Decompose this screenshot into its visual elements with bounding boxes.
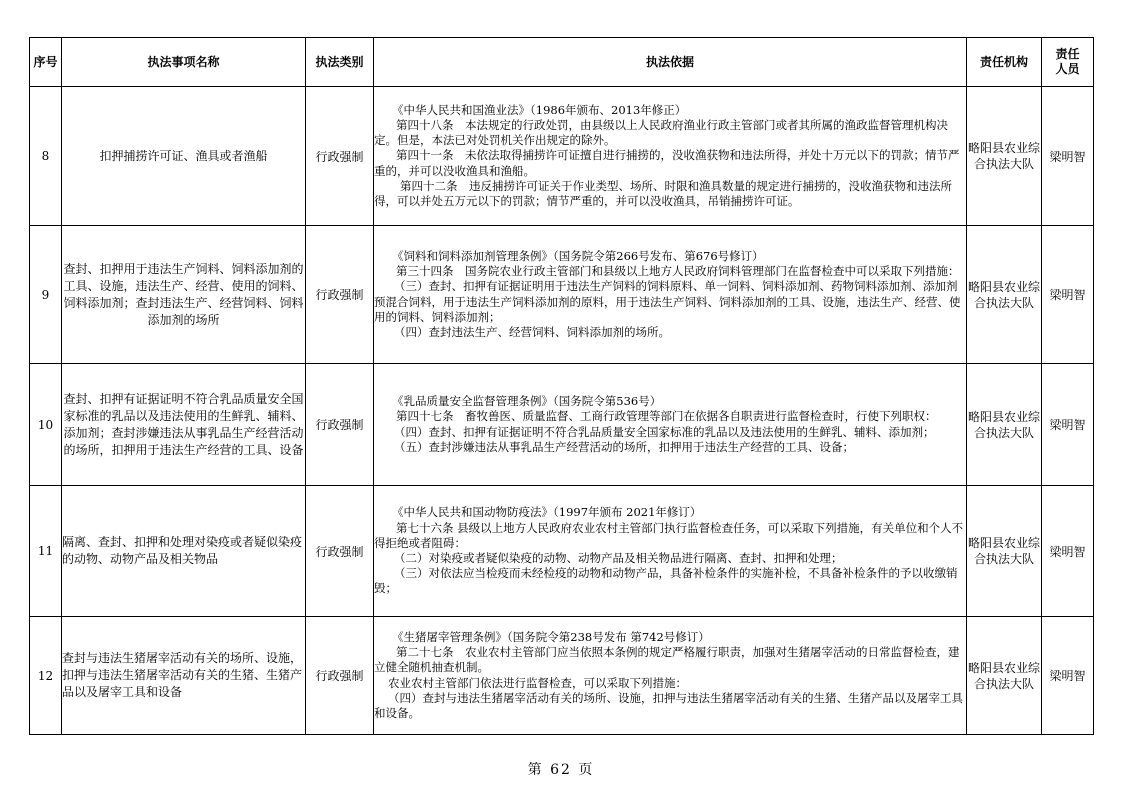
header-person-text: 责任人员 bbox=[1055, 47, 1080, 76]
basis-line: （三）对依法应当检疫而未经检疫的动物和动物产品，具备补检条件的实施补检，不具备补检条件的予以收缴销毁； bbox=[374, 566, 958, 596]
item-basis bbox=[374, 486, 967, 617]
header-person bbox=[1042, 38, 1094, 87]
item-name: 扣押捕捞许可证、渔具或者渔船 bbox=[62, 87, 306, 226]
item-name: 查封与违法生猪屠宰活动有关的场所、设施，扣押与违法生猪屠宰活动有关的生猪、生猪产品以及屠宰工具和设备 bbox=[62, 617, 306, 735]
basis-line: 《中华人民共和国渔业法》（1986年颁布、2013年修正） bbox=[392, 102, 687, 117]
responsible-org: 略阳县农业综合执法大队 bbox=[967, 486, 1042, 617]
page-prefix: 第 bbox=[527, 762, 544, 778]
item-category: 行政强制 bbox=[306, 87, 374, 226]
basis-line: 第四十二条 违反捕捞许可证关于作业类型、场所、时限和渔具数量的规定进行捕捞的，没收渔获物和违法所得，可以并处五万元以下的罚款；情节严重的，并可以没收渔具，吊销捕捞许可证。 bbox=[374, 178, 952, 208]
table-row bbox=[30, 486, 1094, 617]
row-number: 11 bbox=[30, 486, 62, 617]
responsible-person: 梁明智 bbox=[1042, 226, 1094, 364]
item-basis bbox=[374, 226, 967, 364]
basis-line: （四）查封与违法生猪屠宰活动有关的场所、设施，扣押与违法生猪屠宰活动有关的生猪、生猪产品以及屠宰工具和设备。 bbox=[374, 690, 963, 720]
item-name: 查封、扣押用于违法生产饲料、饲料添加剂的工具、设施，违法生产、经营、使用的饲料、饲料添加剂；查封违法生产、经营饲料、饲料添加剂的场所 bbox=[62, 226, 306, 364]
basis-line: 第三十四条 国务院农业行政主管部门和县级以上地方人民政府饲料管理部门在监督检查中可以采取下列措施： bbox=[396, 264, 960, 279]
page-number: 62 bbox=[550, 762, 572, 778]
responsible-org: 略阳县农业综合执法大队 bbox=[967, 87, 1042, 226]
basis-line: 第四十八条 本法规定的行政处罚，由县级以上人民政府渔业行政主管部门或者其所属的渔政监督管理机构决定。但是，本法已对处罚机关作出规定的除外。 bbox=[374, 117, 948, 148]
basis-line: （三）查封、扣押有证据证明用于违法生产饲料的饲料原料、单一饲料、饲料添加剂、药物饲料添加剂、添加剂预混合饲料，用于违法生产饲料添加剂的原料，用于违法生产饲料、饲料添加剂的工具、设施，违法生产、经营、使用的饲料、饲料添加剂； bbox=[374, 279, 961, 324]
basis-line: （四）查封、扣押有证据证明不符合乳品质量安全国家标准的乳品以及违法使用的生鲜乳、辅料、添加剂； bbox=[394, 424, 935, 439]
header-name: 执法事项名称 bbox=[62, 38, 306, 87]
responsible-person: 梁明智 bbox=[1042, 486, 1094, 617]
basis-line: 《生猪屠宰管理条例》（国务院令第238号发布 第742号修订） bbox=[392, 629, 710, 644]
row-number: 9 bbox=[30, 226, 62, 364]
basis-line: 《乳品质量安全监督管理条例》（国务院令第536号） bbox=[392, 394, 662, 409]
basis-line: （五）查封涉嫌违法从事乳品生产经营活动的场所，扣押用于违法生产经营的工具、设备； bbox=[394, 439, 854, 454]
basis-line: 第二十七条 农业农村主管部门应当依照本条例的规定严格履行职责，加强对生猪屠宰活动的日常监督检查，建立健全随机抽查机制。 bbox=[374, 645, 960, 675]
item-basis bbox=[374, 364, 967, 486]
table-row bbox=[30, 364, 1094, 486]
basis-line: 第七十六条 县级以上地方人民政府农业农村主管部门执行监督检查任务，可以采取下列措施，有关单位和个人不得拒绝或者阻碍： bbox=[374, 520, 964, 550]
item-category: 行政强制 bbox=[306, 364, 374, 486]
table-row bbox=[30, 617, 1094, 735]
row-number: 12 bbox=[30, 617, 62, 735]
basis-line: 《饲料和饲料添加剂管理条例》（国务院令第266号发布、第676号修订） bbox=[392, 248, 764, 263]
basis-line: 第四十七条 畜牧兽医、质量监督、工商行政管理等部门在依据各自职责进行监督检查时，行使下列职权： bbox=[396, 409, 937, 424]
header-basis: 执法依据 bbox=[374, 38, 967, 87]
basis-line: 农业农村主管部门依法进行监督检查，可以采取下列措施： bbox=[388, 675, 687, 690]
page-suffix: 页 bbox=[578, 762, 595, 778]
table-row bbox=[30, 87, 1094, 226]
basis-line: 《中华人民共和国动物防疫法》（1997年颁布 2021年修订） bbox=[392, 505, 702, 520]
row-number: 8 bbox=[30, 87, 62, 226]
table-header-row bbox=[30, 38, 1094, 87]
item-category: 行政强制 bbox=[306, 486, 374, 617]
responsible-org: 略阳县农业综合执法大队 bbox=[967, 364, 1042, 486]
header-category: 执法类别 bbox=[306, 38, 374, 87]
responsible-person: 梁明智 bbox=[1042, 617, 1094, 735]
basis-line: （二）对染疫或者疑似染疫的动物、动物产品及相关物品进行隔离、查封、扣押和处理； bbox=[394, 551, 843, 565]
responsible-org: 略阳县农业综合执法大队 bbox=[967, 226, 1042, 364]
item-basis bbox=[374, 617, 967, 735]
item-category: 行政强制 bbox=[306, 226, 374, 364]
basis-line: 第四十一条 未依法取得捕捞许可证擅自进行捕捞的，没收渔获物和违法所得，并处十万元以下的罚款；情节严重的，并可以没收渔具和渔船。 bbox=[374, 148, 960, 178]
item-name: 隔离、查封、扣押和处理对染疫或者疑似染疫的动物、动物产品及相关物品 bbox=[62, 486, 306, 617]
item-name: 查封、扣押有证据证明不符合乳品质量安全国家标准的乳品以及违法使用的生鲜乳、辅料、添加剂；查封涉嫌违法从事乳品生产经营活动的场所，扣押用于违法生产经营的工具、设备 bbox=[62, 364, 306, 486]
item-category: 行政强制 bbox=[306, 617, 374, 735]
header-no: 序号 bbox=[30, 38, 62, 87]
row-number: 10 bbox=[30, 364, 62, 486]
table-row bbox=[30, 226, 1094, 364]
responsible-person: 梁明智 bbox=[1042, 87, 1094, 226]
page-footer bbox=[0, 759, 1122, 779]
responsible-org: 略阳县农业综合执法大队 bbox=[967, 617, 1042, 735]
header-org: 责任机构 bbox=[967, 38, 1042, 87]
basis-line: （四）查封违法生产、经营饲料、饲料添加剂的场所。 bbox=[394, 324, 670, 339]
responsible-person: 梁明智 bbox=[1042, 364, 1094, 486]
enforcement-table bbox=[29, 37, 1094, 735]
item-basis bbox=[374, 87, 967, 226]
